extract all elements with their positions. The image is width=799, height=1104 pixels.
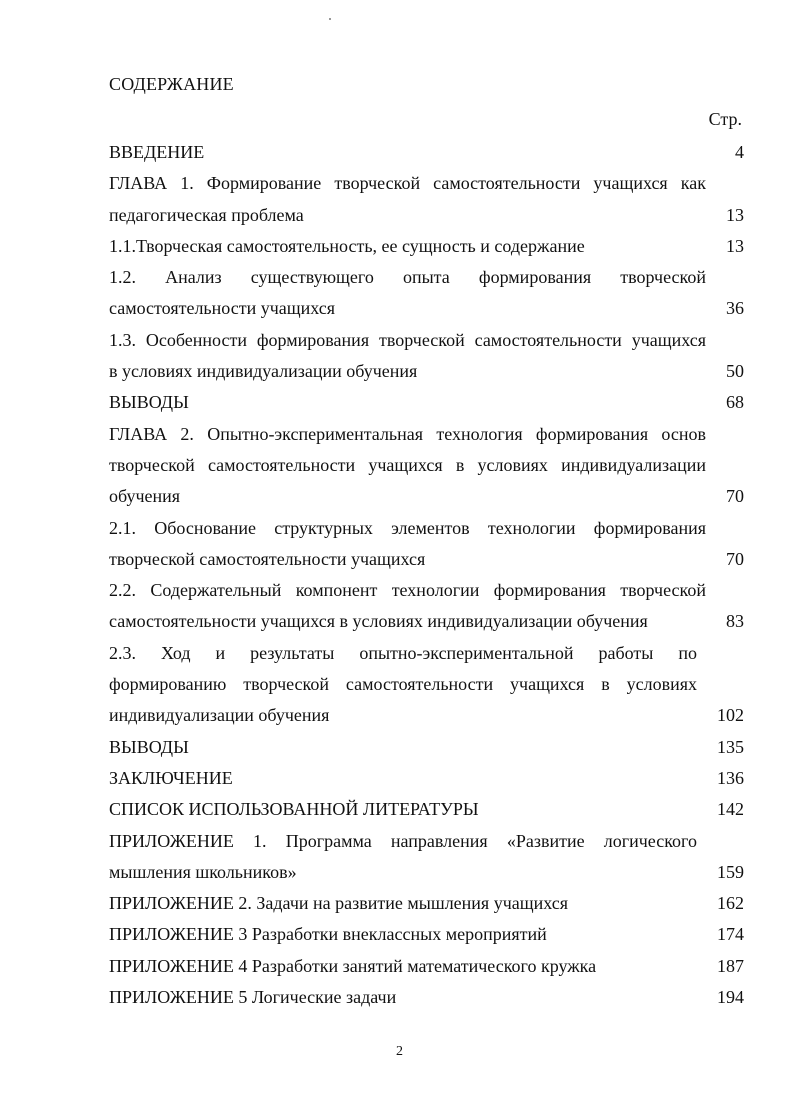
toc-entry-page: 135 <box>717 736 744 757</box>
toc-entry-line: ВВЕДЕНИЕ <box>109 142 205 162</box>
scan-speck <box>329 18 331 20</box>
toc-entry-line: 1.3. Особенности формирования творческой самостоятельности учащихся <box>109 329 706 350</box>
toc-entry-line: 2.3. Ход и результаты опытно-экспериментальной работы по <box>109 642 697 663</box>
toc-entry-line: ГЛАВА 1. Формирование творческой самостоятельности учащихся как <box>109 173 706 194</box>
toc-entry-page: 136 <box>717 767 744 788</box>
toc-entry-line: 1.2. Анализ существующего опыта формирования творческой <box>109 267 706 288</box>
toc-entry-text <box>109 262 706 325</box>
toc-entry-page: 194 <box>717 987 744 1008</box>
toc-entry-text <box>109 387 706 418</box>
toc-entry <box>109 231 744 262</box>
toc-entry-line: ПРИЛОЖЕНИЕ 4 Разработки занятий математического кружка <box>109 955 597 976</box>
toc-entry-line: 2.1. Обоснование структурных элементов технологии формирования <box>109 517 706 538</box>
toc-entry-text <box>109 982 697 1013</box>
toc-entry-line: самостоятельности учащихся в условиях индивидуализации обучения <box>109 611 648 632</box>
toc-entry-line: ВЫВОДЫ <box>109 736 189 757</box>
toc-entry <box>109 826 744 889</box>
toc-entry-line: ЗАКЛЮЧЕНИЕ <box>109 767 233 788</box>
toc-entry <box>109 325 744 388</box>
toc-entry <box>109 575 744 638</box>
toc-entry-text <box>109 638 697 732</box>
toc-entry-page: 187 <box>717 955 744 976</box>
toc-entry-text <box>109 575 706 638</box>
toc-entry <box>109 419 744 513</box>
toc-entry-line: ПРИЛОЖЕНИЕ 5 Логические задачи <box>109 987 397 1008</box>
toc-entry-line: формированию творческой самостоятельности учащихся в условиях <box>109 674 697 695</box>
toc-entry-text <box>109 419 706 513</box>
page-title: СОДЕРЖАНИЕ <box>109 74 234 94</box>
toc-entry-page: 159 <box>717 861 744 882</box>
toc-entry-page: 70 <box>726 548 744 569</box>
toc-entry-line: СПИСОК ИСПОЛЬЗОВАННОЙ ЛИТЕРАТУРЫ <box>109 799 479 820</box>
toc-entry-line: творческой самостоятельности учащихся <box>109 548 426 569</box>
toc-entry <box>109 763 744 794</box>
toc-entry-text <box>109 137 715 168</box>
toc-entry-line: ГЛАВА 2. Опытно-экспериментальная технология формирования основ <box>109 423 706 444</box>
toc-entry-line: 2.2. Содержательный компонент технологии формирования творческой <box>109 580 706 601</box>
toc-entry-line: 1.1.Творческая самостоятельность, ее сущность и содержание <box>109 235 585 256</box>
toc-entry-page: 70 <box>726 486 744 507</box>
toc-entry-line: самостоятельности учащихся <box>109 298 335 319</box>
toc-entry-page: 13 <box>726 204 744 225</box>
toc-entry-page: 68 <box>726 392 744 413</box>
toc-entry-line: в условиях индивидуализации обучения <box>109 361 418 382</box>
toc-entry-line: ПРИЛОЖЕНИЕ 2. Задачи на развитие мышления учащихся <box>109 893 568 914</box>
toc-entry <box>109 982 744 1013</box>
toc-entry-line: ВЫВОДЫ <box>109 392 189 413</box>
toc-entry-line: индивидуализации обучения <box>109 705 330 726</box>
toc-entry <box>109 387 744 418</box>
toc-entry-text <box>109 794 697 825</box>
toc-entry-page: 162 <box>717 893 744 914</box>
toc-entry-page: 174 <box>717 924 744 945</box>
page-column-label: Стр. <box>708 109 742 129</box>
table-of-contents <box>109 137 744 1013</box>
toc-entry-page: 142 <box>717 799 744 820</box>
toc-entry <box>109 888 744 919</box>
toc-entry-text <box>109 231 706 262</box>
toc-entry <box>109 513 744 576</box>
toc-entry <box>109 919 744 950</box>
footer-page-number: 2 <box>396 1044 403 1059</box>
toc-entry-page: 36 <box>726 298 744 319</box>
toc-entry-line: ПРИЛОЖЕНИЕ 3 Разработки внеклассных мероприятий <box>109 924 547 945</box>
toc-entry <box>109 951 744 982</box>
toc-entry <box>109 168 744 231</box>
toc-entry-text <box>109 732 697 763</box>
toc-entry-text <box>109 888 697 919</box>
toc-entry <box>109 794 744 825</box>
toc-entry-line: ПРИЛОЖЕНИЕ 1. Программа направления «Развитие логического <box>109 830 697 851</box>
toc-entry-text <box>109 513 706 576</box>
toc-entry-text <box>109 951 697 982</box>
toc-entry-text <box>109 919 697 950</box>
toc-entry-text <box>109 325 706 388</box>
toc-entry-page: 13 <box>726 235 744 256</box>
toc-entry-text <box>109 826 697 889</box>
toc-entry-page: 50 <box>726 361 744 382</box>
toc-entry-page: 4 <box>735 142 744 162</box>
toc-entry-page: 102 <box>717 705 744 726</box>
toc-entry-line: мышления школьников» <box>109 861 297 882</box>
toc-entry <box>109 137 744 168</box>
toc-entry <box>109 262 744 325</box>
toc-entry-line: творческой самостоятельности учащихся в условиях индивидуализации <box>109 454 706 475</box>
toc-entry-line: педагогическая проблема <box>109 204 304 225</box>
toc-entry <box>109 638 744 732</box>
toc-entry <box>109 732 744 763</box>
toc-entry-line: обучения <box>109 486 181 507</box>
toc-entry-text <box>109 168 706 231</box>
toc-entry-text <box>109 763 697 794</box>
toc-entry-page: 83 <box>726 611 744 632</box>
